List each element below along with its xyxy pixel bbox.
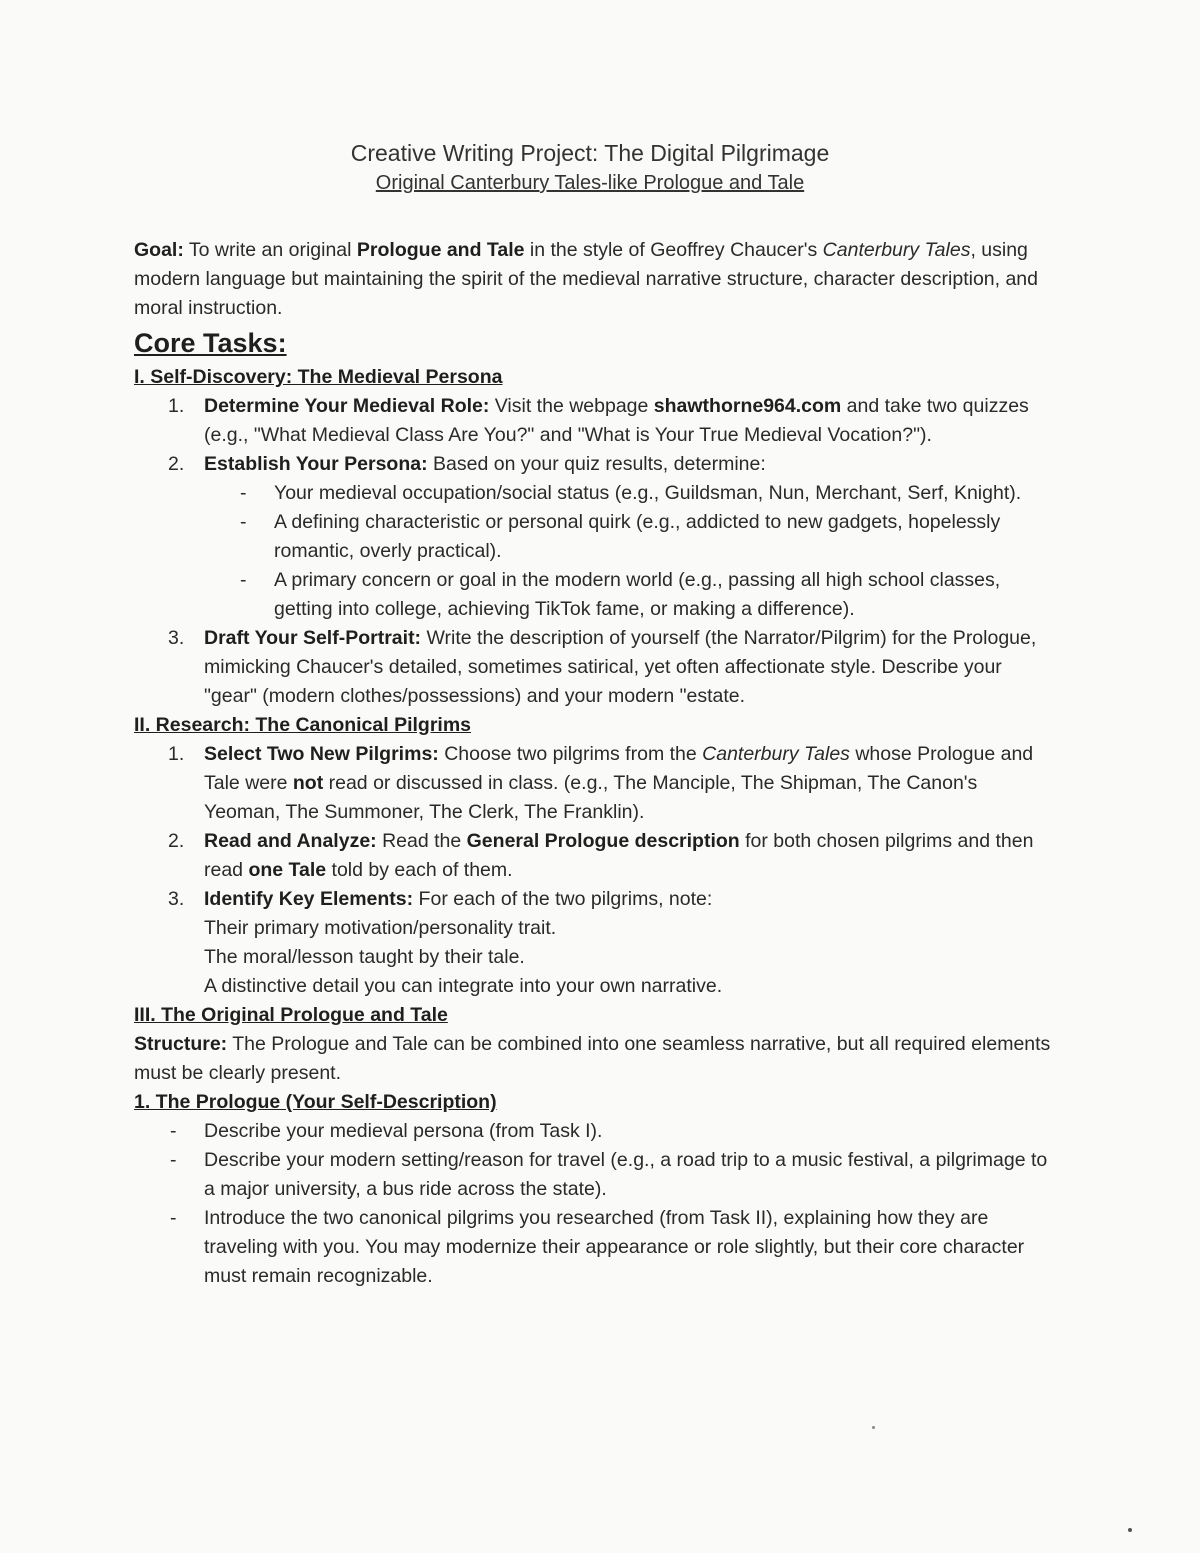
section-2-heading: II. Research: The Canonical Pilgrims — [134, 714, 472, 736]
bullet-item — [134, 1204, 1054, 1291]
prologue-bullets — [134, 1117, 1054, 1291]
bullet-text: Describe your modern setting/reason for travel (e.g., a road trip to a music festival, a pilgrimage to a major university, a bus ride across the state). — [204, 1149, 1048, 1200]
dash-bullet-icon: - — [240, 569, 247, 591]
bullet-text: A primary concern or goal in the modern world (e.g., passing all high school classes, getting into college, achieving TikTok fame, or making a difference). — [274, 569, 1001, 620]
goal-bold-1: Prologue and Tale — [356, 239, 525, 261]
bullet-text: A defining characteristic or personal quirk (e.g., addicted to new gadgets, hopelessly romantic, overly practical). — [274, 511, 1001, 562]
item-bold: General Prologue description — [466, 830, 740, 852]
bullet-text: Your medieval occupation/social status (e.g., Guildsman, Nun, Merchant, Serf, Knight). — [274, 482, 1022, 504]
item-text: Choose two pilgrims from the — [438, 743, 703, 765]
section-3-heading: III. The Original Prologue and Tale — [134, 1004, 448, 1026]
dash-bullet-icon: - — [240, 482, 247, 504]
item-label: Determine Your Medieval Role: — [204, 395, 490, 417]
list-number: 3. — [168, 888, 185, 910]
goal-text-1: To write an original — [183, 239, 357, 261]
section-1-heading: I. Self-Discovery: The Medieval Persona — [134, 366, 503, 388]
bullet-text: Describe your medieval persona (from Task I). — [204, 1120, 603, 1142]
core-tasks-heading: Core Tasks: — [134, 328, 287, 358]
persona-bullets — [204, 479, 1054, 624]
section-1-list — [134, 392, 1054, 711]
item-label: Identify Key Elements: — [204, 888, 414, 910]
note-line: The moral/lesson taught by their tale. — [204, 946, 525, 968]
item-text: for both chosen pilgrims and then read — [204, 830, 1034, 881]
dash-bullet-icon: - — [170, 1207, 177, 1229]
item-text: read or discussed in class. (e.g., The Manciple, The Shipman, The Canon's Yeoman, The Summoner, The Clerk, The Franklin). — [204, 772, 978, 823]
item-text: Based on your quiz results, determine: — [427, 453, 766, 475]
dash-bullet-icon: - — [240, 511, 247, 533]
bullet-item — [204, 508, 1054, 566]
document-subtitle: Original Canterbury Tales-like Prologue and Tale — [375, 172, 805, 194]
dash-bullet-icon: - — [170, 1120, 177, 1142]
bullet-item — [134, 1117, 1054, 1146]
item-text: whose Prologue and Tale were — [204, 743, 1034, 794]
list-item — [134, 885, 1054, 1001]
list-item — [134, 392, 1054, 450]
item-label: Read and Analyze: — [204, 830, 377, 852]
item-text: For each of the two pilgrims, note: — [413, 888, 713, 910]
item-bold: one Tale — [248, 859, 327, 881]
website-name: shawthorne964.com — [653, 395, 842, 417]
title-block — [0, 138, 1180, 198]
goal-label: Goal: — [134, 239, 184, 261]
item-text: and take two quizzes (e.g., "What Medieval Class Are You?" and "What is Your True Medieval Vocation?"). — [204, 395, 1029, 446]
prologue-subheading: 1. The Prologue (Your Self-Description) — [134, 1091, 497, 1113]
list-item — [134, 450, 1054, 624]
list-number: 1. — [168, 395, 185, 417]
item-text: Visit the webpage — [489, 395, 654, 417]
list-item — [134, 740, 1054, 827]
note-line: A distinctive detail you can integrate into your own narrative. — [204, 975, 723, 997]
structure-label: Structure: — [134, 1033, 228, 1055]
goal-text-3: , using modern language but maintaining the spirit of the medieval narrative structure, character description, and moral instruction. — [134, 239, 1038, 319]
list-number: 2. — [168, 830, 185, 852]
section-2-list — [134, 740, 1054, 1001]
structure-text: The Prologue and Tale can be combined into one seamless narrative, but all required elements must be clearly present. — [134, 1033, 1051, 1084]
item-label: Draft Your Self-Portrait: — [204, 627, 422, 649]
list-item — [134, 624, 1054, 711]
bullet-text: Introduce the two canonical pilgrims you researched (from Task II), explaining how they are traveling with you. You may modernize their appearance or role slightly, but their core character must remain recognizable. — [204, 1207, 1025, 1287]
bullet-item — [204, 566, 1054, 624]
structure-paragraph — [134, 1030, 1054, 1088]
list-number: 3. — [168, 627, 185, 649]
item-italic: Canterbury Tales — [702, 743, 850, 765]
item-text: Write the description of yourself (the Narrator/Pilgrim) for the Prologue, mimicking Chaucer's detailed, sometimes satirical, yet often affectionate style. Describe your "gear" (modern clothes/possessions) and your modern "estate. — [204, 627, 1037, 707]
item-text: told by each of them. — [326, 859, 513, 881]
bullet-item — [134, 1146, 1054, 1204]
goal-paragraph — [134, 236, 1054, 323]
goal-italic-1: Canterbury Tales — [822, 239, 971, 261]
scan-speck — [872, 1426, 875, 1429]
dash-bullet-icon: - — [170, 1149, 177, 1171]
item-text: Read the — [376, 830, 467, 852]
item-bold: not — [292, 772, 324, 794]
item-label: Select Two New Pilgrims: — [204, 743, 439, 765]
goal-text-2: in the style of Geoffrey Chaucer's — [524, 239, 823, 261]
note-line: Their primary motivation/personality trait. — [204, 917, 557, 939]
list-number: 2. — [168, 453, 185, 475]
document-title: Creative Writing Project: The Digital Pilgrimage — [350, 140, 830, 166]
list-item — [134, 827, 1054, 885]
item-label: Establish Your Persona: — [204, 453, 428, 475]
bullet-item — [204, 479, 1054, 508]
scan-speck — [1128, 1528, 1132, 1532]
list-number: 1. — [168, 743, 185, 765]
document-body — [134, 236, 1054, 1291]
